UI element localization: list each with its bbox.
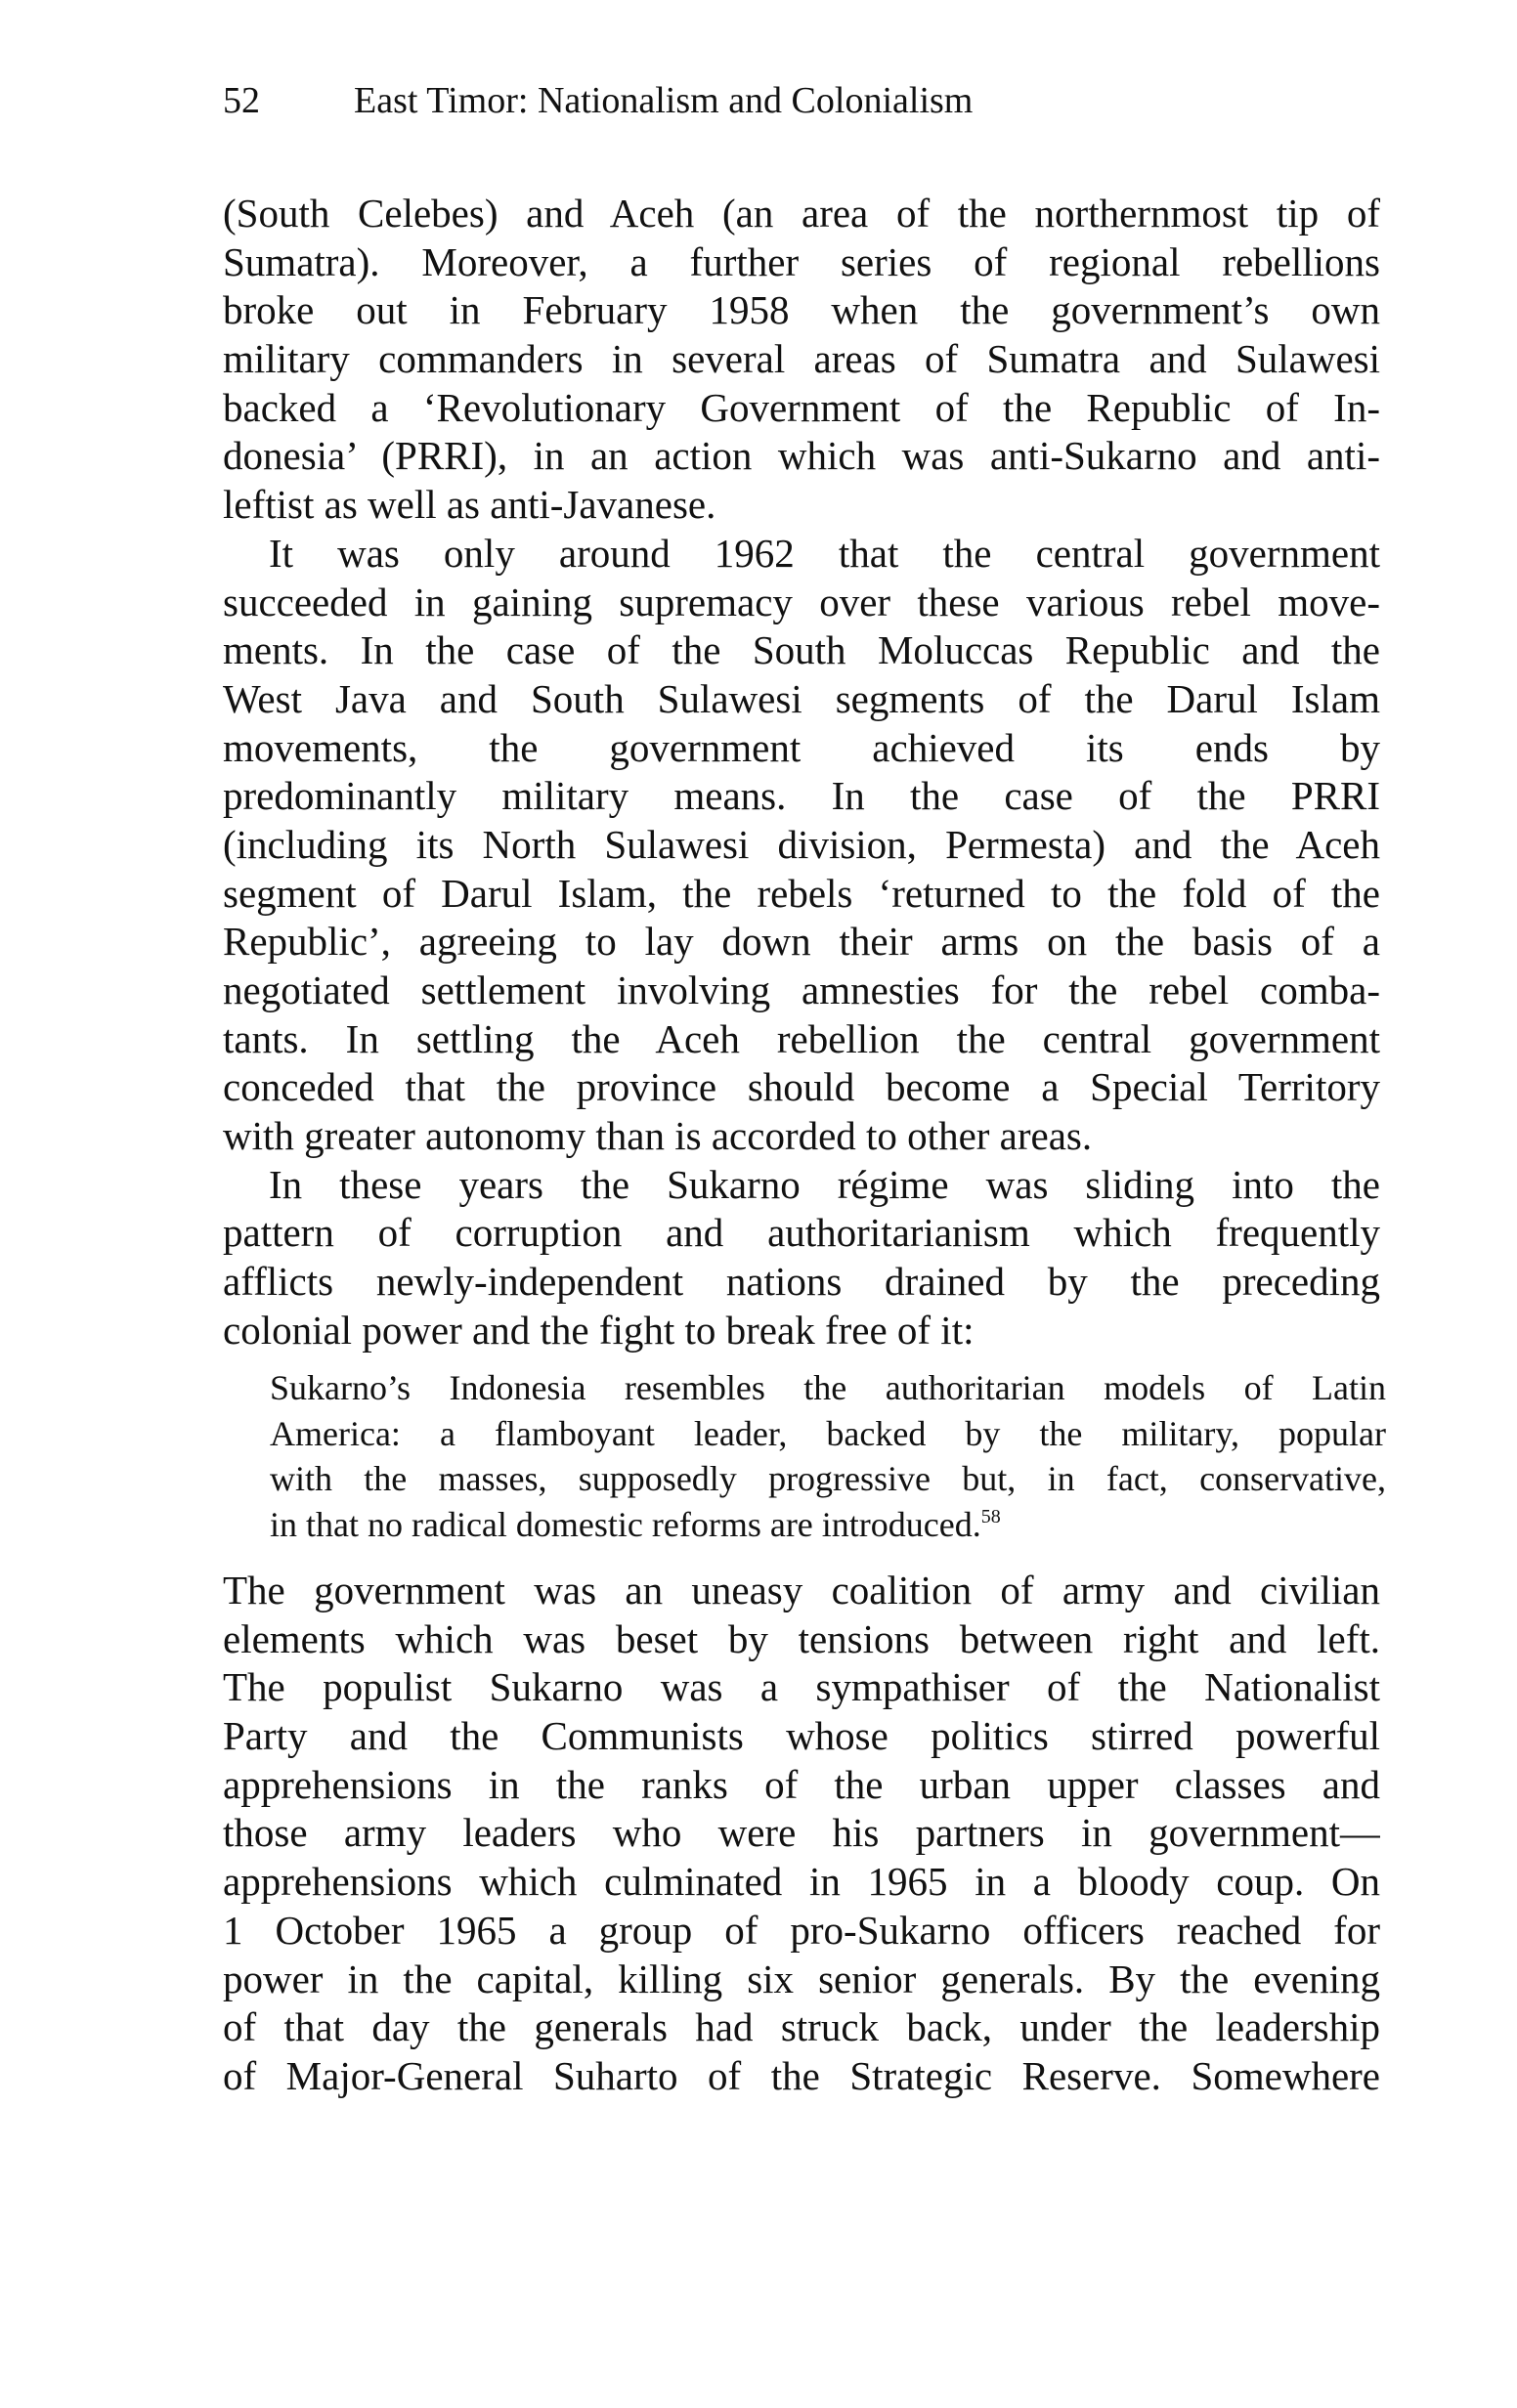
line-text: afflicts newly-independent nations drained by the preceding xyxy=(223,1259,1380,1305)
text-line xyxy=(223,918,1380,967)
text-line xyxy=(223,1112,1380,1161)
text-line xyxy=(223,1615,1380,1664)
text-line xyxy=(270,1411,1386,1457)
text-line xyxy=(270,1365,1386,1411)
line-text: Sumatra). Moreover, a further series of regional rebellions xyxy=(223,238,1380,284)
text-line xyxy=(223,1809,1380,1858)
text-line xyxy=(223,821,1380,870)
line-text: elements which was beset by tensions between right and left. xyxy=(223,1615,1380,1661)
text-line xyxy=(223,2003,1380,2052)
text-line xyxy=(223,724,1380,773)
text-line xyxy=(223,870,1380,919)
line-text: donesia’ (PRRI), in an action which was anti-Sukarno and anti- xyxy=(223,433,1380,479)
line-text: (including its North Sulawesi division, Permesta) and the Aceh xyxy=(223,821,1380,867)
line-text: conceded that the province should become a Special Territory xyxy=(223,1064,1380,1110)
text-line xyxy=(223,1063,1380,1112)
text-line xyxy=(223,1956,1380,2004)
text-line xyxy=(270,1456,1386,1502)
text-line xyxy=(223,1858,1380,1907)
line-text: those army leaders who were his partners in government— xyxy=(223,1810,1380,1856)
text-line xyxy=(223,1161,1380,1210)
line-text: movements, the government achieved its ends by xyxy=(223,724,1380,770)
line-text: (South Celebes) and Aceh (an area of the northernmost tip of xyxy=(223,191,1380,236)
text-line xyxy=(223,432,1380,481)
line-text: backed a ‘Revolutionary Government of the Republic of In- xyxy=(223,384,1380,430)
line-text: ments. In the case of the South Moluccas Republic and the xyxy=(223,627,1380,673)
line-text: military commanders in several areas of Sumatra and Sulawesi xyxy=(223,336,1380,382)
text-line xyxy=(223,1907,1380,1956)
line-text: It was only around 1962 that the central government xyxy=(269,530,1380,576)
text-line xyxy=(270,1502,1386,1548)
text-line xyxy=(223,967,1380,1015)
text-line xyxy=(223,1015,1380,1064)
text-line xyxy=(223,1258,1380,1307)
footnote-reference: 58 xyxy=(980,1505,1001,1527)
line-text: broke out in February 1958 when the government’s own xyxy=(223,287,1380,333)
text-line xyxy=(223,286,1380,335)
line-text: power in the capital, killing six senior generals. By the evening xyxy=(223,1956,1380,2001)
line-text: 1 October 1965 a group of pro-Sukarno officers reached for xyxy=(223,1907,1380,1953)
text-line xyxy=(223,2052,1380,2101)
text-line xyxy=(223,579,1380,627)
line-text: of that day the generals had struck back, under the leadership xyxy=(223,2004,1380,2050)
line-text: Party and the Communists whose politics stirred powerful xyxy=(223,1713,1380,1759)
text-line xyxy=(223,1209,1380,1258)
line-text: The populist Sukarno was a sympathiser of the Nationalist xyxy=(223,1664,1380,1710)
line-text: pattern of corruption and authoritarianism which frequently xyxy=(223,1210,1380,1256)
line-text: predominantly military means. In the case of the PRRI xyxy=(223,773,1380,819)
block-quote xyxy=(270,1365,1386,1547)
line-text: The government was an uneasy coalition of army and civilian xyxy=(223,1568,1380,1612)
text-line xyxy=(223,1761,1380,1810)
text-line xyxy=(223,1663,1380,1712)
text-line xyxy=(223,626,1380,675)
text-line xyxy=(223,481,1380,530)
running-title: East Timor: Nationalism and Colonialism xyxy=(354,80,974,121)
page-number: 52 xyxy=(223,80,260,121)
body-text-bottom xyxy=(223,1567,1380,2101)
body-text-top xyxy=(223,190,1380,1355)
line-text: tants. In settling the Aceh rebellion the central government xyxy=(223,1015,1380,1061)
line-text: Republic’, agreeing to lay down their arms on the basis of a xyxy=(223,919,1380,965)
line-text: segment of Darul Islam, the rebels ‘returned to the fold of the xyxy=(223,870,1380,916)
text-line xyxy=(223,335,1380,384)
text-line xyxy=(223,772,1380,821)
text-line xyxy=(223,1567,1380,1615)
line-text: Sukarno’s Indonesia resembles the authoritarian models of Latin xyxy=(270,1368,1386,1407)
line-text: In these years the Sukarno régime was sliding into the xyxy=(269,1161,1380,1207)
line-text: in that no radical domestic reforms are introduced. xyxy=(270,1504,981,1544)
line-text: colonial power and the fight to break free of it: xyxy=(223,1307,975,1353)
line-text: apprehensions in the ranks of the urban upper classes and xyxy=(223,1761,1380,1807)
line-text: negotiated settlement involving amnesties for the rebel comba- xyxy=(223,968,1380,1012)
text-line xyxy=(223,675,1380,724)
line-text: apprehensions which culminated in 1965 in a bloody coup. On xyxy=(223,1859,1380,1905)
line-text: West Java and South Sulawesi segments of the Darul Islam xyxy=(223,675,1380,721)
line-text: with greater autonomy than is accorded to other areas. xyxy=(223,1113,1093,1159)
text-line xyxy=(223,238,1380,287)
line-text: America: a flamboyant leader, backed by the military, popular xyxy=(270,1413,1386,1453)
line-text: succeeded in gaining supremacy over these various rebel move- xyxy=(223,579,1380,624)
line-text: of Major-General Suharto of the Strategic Reserve. Somewhere xyxy=(223,2052,1380,2098)
text-line xyxy=(223,190,1380,238)
text-line xyxy=(223,384,1380,433)
text-line xyxy=(223,1712,1380,1761)
line-text: leftist as well as anti-Javanese. xyxy=(223,482,716,528)
text-line xyxy=(223,1307,1380,1355)
line-text: with the masses, supposedly progressive but, in fact, conservative, xyxy=(270,1459,1386,1498)
text-line xyxy=(223,530,1380,579)
